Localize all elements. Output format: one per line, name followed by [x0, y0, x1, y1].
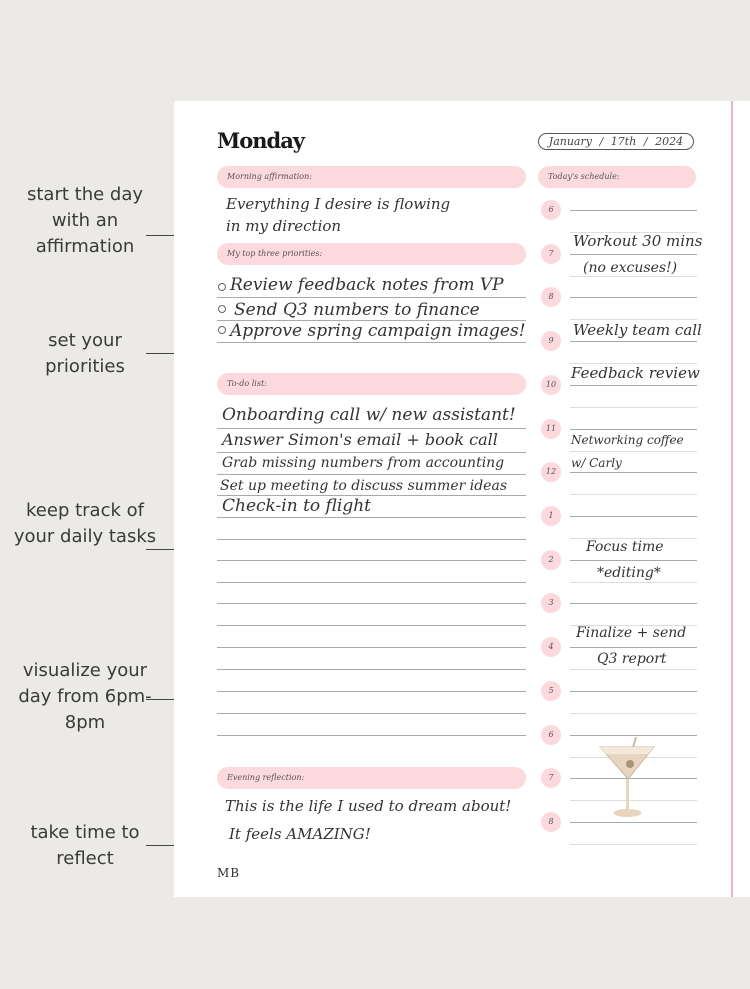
annotation-tasks: keep track of your daily tasks	[13, 500, 157, 547]
brand-logo: MB	[217, 866, 241, 880]
schedule-entry: Feedback review	[571, 364, 700, 382]
date-month: January	[548, 135, 592, 148]
hour-marker: 6	[541, 200, 561, 220]
line-rule	[217, 539, 526, 540]
date-day: 17th	[610, 135, 637, 148]
date-separator: /	[599, 135, 604, 148]
date-year: 2024	[655, 135, 684, 148]
reflection-line: It feels AMAZING!	[229, 825, 371, 843]
schedule-rule	[570, 451, 697, 452]
priorities-header: My top three priorities:	[217, 243, 526, 265]
affirmation-line: Everything I desire is flowing	[226, 195, 451, 213]
line-rule	[217, 669, 526, 670]
schedule-rule	[570, 822, 697, 823]
priority-item: Send Q3 numbers to finance	[234, 300, 480, 320]
schedule-rule	[570, 341, 697, 342]
affirmation-line: in my direction	[226, 217, 342, 235]
martini-glass-icon	[596, 733, 658, 819]
priority-item: Approve spring campaign images!	[230, 321, 526, 341]
schedule-rule	[570, 713, 697, 714]
schedule-rule	[570, 407, 697, 408]
todo-item: Answer Simon's email + book call	[222, 430, 498, 449]
todo-item: Set up meeting to discuss summer ideas	[220, 478, 507, 494]
schedule-entry: Finalize + send	[576, 625, 687, 641]
schedule-rule	[570, 472, 697, 473]
priority-bullet	[218, 326, 226, 334]
hour-marker: 5	[541, 681, 561, 701]
page-edge	[730, 101, 750, 897]
hour-marker: 6	[541, 725, 561, 745]
line-rule	[217, 713, 526, 714]
todo-item: Check-in to flight	[222, 496, 371, 516]
annotation-affirmation: start the day with an affirmation	[26, 184, 143, 257]
schedule-entry: w/ Carly	[571, 456, 622, 470]
schedule-rule	[570, 669, 697, 670]
hour-marker: 7	[541, 244, 561, 264]
hour-marker: 8	[541, 287, 561, 307]
schedule-rule	[570, 691, 697, 692]
todo-item: Onboarding call w/ new assistant!	[222, 405, 516, 425]
annotation-reflect: take time to reflect	[30, 822, 140, 869]
schedule-rule	[570, 276, 697, 277]
reflection-line: This is the life I used to dream about!	[225, 797, 512, 815]
hour-marker: 4	[541, 637, 561, 657]
hour-marker: 1	[541, 506, 561, 526]
page-edge-line	[731, 101, 733, 897]
line-rule	[217, 582, 526, 583]
line-rule	[217, 342, 526, 343]
line-rule	[217, 691, 526, 692]
schedule-rule	[570, 210, 697, 211]
line-rule	[217, 603, 526, 604]
date-field	[538, 133, 694, 150]
hour-marker: 2	[541, 550, 561, 570]
schedule-rule	[570, 844, 697, 845]
schedule-entry: Networking coffee	[571, 433, 684, 447]
schedule-rule	[570, 516, 697, 517]
line-rule	[217, 517, 526, 518]
schedule-entry: Q3 report	[597, 651, 667, 667]
schedule-entry: (no excuses!)	[583, 260, 678, 276]
schedule-rule	[570, 494, 697, 495]
schedule-entry: Weekly team call	[573, 321, 702, 339]
priority-item: Review feedback notes from VP	[230, 275, 504, 295]
priority-bullet	[218, 283, 226, 291]
schedule-entry: Focus time	[586, 539, 664, 555]
schedule-rule	[570, 582, 697, 583]
schedule-rule	[570, 319, 697, 320]
morning-affirmation-header: Morning affirmation:	[217, 166, 526, 188]
schedule-rule	[570, 560, 697, 561]
schedule-rule	[570, 647, 697, 648]
todo-header: To-do list:	[217, 373, 526, 395]
schedule-rule	[570, 297, 697, 298]
line-rule	[217, 647, 526, 648]
priority-bullet	[218, 305, 226, 313]
hour-marker: 11	[541, 419, 561, 439]
hour-marker: 7	[541, 768, 561, 788]
hour-marker: 9	[541, 331, 561, 351]
line-rule	[217, 735, 526, 736]
schedule-entry: Workout 30 mins	[573, 232, 703, 250]
schedule-header: Today's schedule:	[538, 166, 696, 188]
hour-marker: 12	[541, 462, 561, 482]
schedule-rule	[570, 385, 697, 386]
schedule-entry: *editing*	[597, 565, 661, 581]
hour-marker: 10	[541, 375, 561, 395]
line-rule	[217, 428, 526, 429]
annotation-visualize: visualize your day from 6pm-8pm	[18, 660, 152, 733]
schedule-rule	[570, 254, 697, 255]
hour-marker: 8	[541, 812, 561, 832]
line-rule	[217, 297, 526, 298]
line-rule	[217, 452, 526, 453]
line-rule	[217, 560, 526, 561]
line-rule	[217, 625, 526, 626]
schedule-rule	[570, 603, 697, 604]
schedule-rule	[570, 429, 697, 430]
date-separator: /	[643, 135, 648, 148]
annotation-priorities: set your priorities	[45, 330, 125, 377]
evening-reflection-header: Evening reflection:	[217, 767, 526, 789]
hour-marker: 3	[541, 593, 561, 613]
line-rule	[217, 474, 526, 475]
todo-item: Grab missing numbers from accounting	[222, 455, 505, 471]
day-title: Monday	[217, 128, 305, 153]
